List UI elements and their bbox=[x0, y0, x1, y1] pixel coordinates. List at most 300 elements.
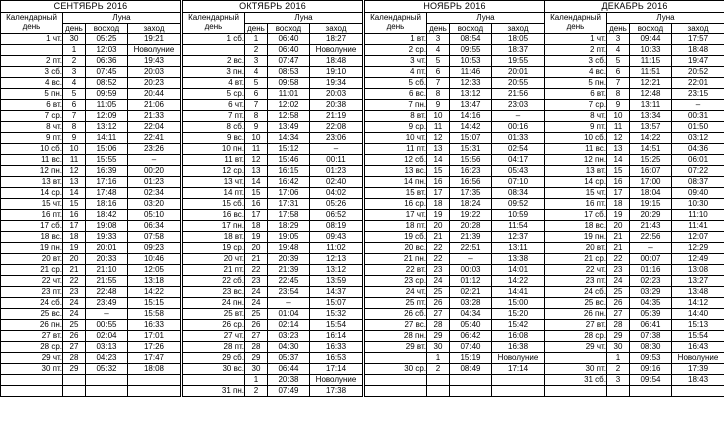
moon-day-cell: 22 bbox=[427, 243, 450, 254]
calendar-date-cell: 29 чт. bbox=[545, 342, 607, 353]
moonrise-cell: 13:57 bbox=[630, 122, 672, 133]
table-row bbox=[365, 210, 545, 221]
calendar-date-cell: 1 сб. bbox=[183, 34, 245, 45]
calendar-day-header: Календарный день bbox=[365, 13, 427, 34]
moon-day-cell: 28 bbox=[245, 342, 268, 353]
moonrise-cell bbox=[86, 386, 128, 397]
moonrise-cell: 21:43 bbox=[630, 221, 672, 232]
moon-day-cell: 18 bbox=[427, 199, 450, 210]
calendar-date-cell: 29 вт. bbox=[365, 342, 427, 353]
calendar-date-cell: 28 ср. bbox=[1, 342, 63, 353]
calendar-date-cell bbox=[365, 353, 427, 364]
moon-day-cell: 6 bbox=[427, 67, 450, 78]
moon-day-cell: 19 bbox=[63, 243, 86, 254]
moonset-cell: – bbox=[128, 155, 181, 166]
calendar-date-cell: 9 вс. bbox=[183, 133, 245, 144]
calendar-date-cell: 23 пт. bbox=[545, 276, 607, 287]
moonrise-cell: 12:48 bbox=[630, 89, 672, 100]
moonrise-header: восход bbox=[450, 23, 492, 34]
moonrise-cell: 06:44 bbox=[268, 364, 310, 375]
calendar-date-cell: 5 ср. bbox=[183, 89, 245, 100]
table-row bbox=[183, 265, 363, 276]
moonrise-cell: 06:41 bbox=[630, 320, 672, 331]
moon-day-cell: 8 bbox=[427, 89, 450, 100]
moon-day-cell: 2 bbox=[245, 45, 268, 56]
calendar-date-cell: 3 чт. bbox=[365, 56, 427, 67]
table-row bbox=[545, 133, 724, 144]
moonset-cell: 17:47 bbox=[128, 353, 181, 364]
moon-day-cell: 17 bbox=[427, 188, 450, 199]
moonset-cell: 23:15 bbox=[672, 89, 724, 100]
moonrise-cell: 05:40 bbox=[450, 320, 492, 331]
moonrise-cell: 07:47 bbox=[268, 56, 310, 67]
moonset-cell: 20:52 bbox=[672, 67, 724, 78]
calendar-date-cell: 10 чт. bbox=[365, 133, 427, 144]
moonrise-cell: 07:45 bbox=[86, 67, 128, 78]
moonrise-cell: 22:56 bbox=[630, 232, 672, 243]
moonset-cell: 20:44 bbox=[128, 89, 181, 100]
moonrise-cell: 12:58 bbox=[268, 111, 310, 122]
table-row bbox=[183, 364, 363, 375]
moonrise-cell: 04:30 bbox=[268, 342, 310, 353]
calendar-date-cell: 28 пн. bbox=[365, 331, 427, 342]
moon-day-cell: 23 bbox=[607, 265, 630, 276]
table-row bbox=[1, 177, 181, 188]
moonset-cell: 20:38 bbox=[310, 100, 363, 111]
moonset-cell: 13:12 bbox=[310, 265, 363, 276]
calendar-date-cell: 16 ср. bbox=[365, 199, 427, 210]
table-row bbox=[545, 34, 724, 45]
calendar-date-cell: 2 ср. bbox=[365, 45, 427, 56]
moon-day-cell: 17 bbox=[63, 221, 86, 232]
moon-day-cell: 24 bbox=[427, 276, 450, 287]
calendar-date-cell: 7 ср. bbox=[1, 111, 63, 122]
moon-day-cell: 26 bbox=[607, 298, 630, 309]
calendar-date-cell: 11 вс. bbox=[1, 155, 63, 166]
month-title: ОКТЯБРЬ 2016 bbox=[183, 1, 363, 13]
table-row bbox=[1, 375, 181, 386]
moonset-cell: 16:08 bbox=[492, 331, 545, 342]
moonset-cell: 13:59 bbox=[310, 276, 363, 287]
moonset-cell: 01:50 bbox=[672, 122, 724, 133]
calendar-date-cell: 25 пт. bbox=[365, 298, 427, 309]
moonset-cell: 02:34 bbox=[128, 188, 181, 199]
moonset-cell: 17:01 bbox=[128, 331, 181, 342]
moonrise-cell: 02:23 bbox=[630, 276, 672, 287]
calendar-date-cell bbox=[545, 353, 607, 364]
calendar-date-cell: 14 пн. bbox=[365, 177, 427, 188]
moon-day-cell: 4 bbox=[607, 45, 630, 56]
calendar-date-cell: 1 вт. bbox=[365, 34, 427, 45]
calendar-date-cell: 25 вт. bbox=[183, 309, 245, 320]
moonset-cell bbox=[492, 386, 545, 397]
calendar-date-cell: 8 сб. bbox=[183, 122, 245, 133]
moon-day-cell: 22 bbox=[245, 265, 268, 276]
calendar-date-cell: 21 пн. bbox=[365, 254, 427, 265]
moonset-cell: 15:58 bbox=[128, 309, 181, 320]
moonset-cell: 01:23 bbox=[128, 177, 181, 188]
moon-day-cell: 19 bbox=[427, 210, 450, 221]
calendar-date-cell: 4 вс. bbox=[545, 67, 607, 78]
moonset-header: заход bbox=[672, 23, 724, 34]
moonrise-cell: 08:49 bbox=[450, 364, 492, 375]
month-table-0 bbox=[0, 0, 180, 445]
moonrise-header: восход bbox=[630, 23, 672, 34]
calendar-date-cell: 19 сб. bbox=[365, 232, 427, 243]
moon-day-cell: 1 bbox=[427, 353, 450, 364]
calendar-date-cell: 22 чт. bbox=[545, 265, 607, 276]
calendar-date-cell: 17 пн. bbox=[183, 221, 245, 232]
table-row bbox=[365, 353, 545, 364]
moonset-cell: 19:47 bbox=[672, 56, 724, 67]
table-row bbox=[183, 89, 363, 100]
moonrise-cell: 12:21 bbox=[630, 78, 672, 89]
moonrise-cell: 14:11 bbox=[86, 133, 128, 144]
moonset-cell: 20:55 bbox=[492, 78, 545, 89]
moon-day-cell: 23 bbox=[427, 265, 450, 276]
moon-day-cell: 13 bbox=[245, 166, 268, 177]
table-row bbox=[183, 353, 363, 364]
moon-header: Луна bbox=[63, 13, 181, 24]
calendar-date-cell: 8 чт. bbox=[1, 122, 63, 133]
moonset-cell: 06:52 bbox=[310, 210, 363, 221]
moonset-cell: 16:38 bbox=[492, 342, 545, 353]
moon-day-cell: 20 bbox=[245, 243, 268, 254]
table-row bbox=[365, 155, 545, 166]
moonset-cell: 23:26 bbox=[128, 144, 181, 155]
table-row bbox=[183, 276, 363, 287]
moon-day-cell: 3 bbox=[607, 375, 630, 386]
moonset-cell: 12:13 bbox=[310, 254, 363, 265]
calendar-date-cell: 13 вт. bbox=[1, 177, 63, 188]
moon-day-cell: 25 bbox=[63, 320, 86, 331]
moonset-cell: 07:58 bbox=[128, 232, 181, 243]
moonset-cell: 09:43 bbox=[310, 232, 363, 243]
table-row bbox=[1, 144, 181, 155]
table-row bbox=[1, 78, 181, 89]
moon-day-cell: 1 bbox=[245, 375, 268, 386]
moonrise-cell: 07:49 bbox=[268, 386, 310, 397]
table-row bbox=[1, 221, 181, 232]
moonset-cell: 04:02 bbox=[310, 188, 363, 199]
table-row bbox=[365, 177, 545, 188]
moonset-cell: 17:26 bbox=[128, 342, 181, 353]
calendar-date-cell: 14 ср. bbox=[1, 188, 63, 199]
moon-day-cell: 4 bbox=[63, 78, 86, 89]
calendar-date-cell: 23 вс. bbox=[183, 287, 245, 298]
moonset-cell: 18:27 bbox=[310, 34, 363, 45]
moonrise-cell: 15:31 bbox=[450, 144, 492, 155]
moon-day-cell: 22 bbox=[607, 254, 630, 265]
moonset-cell: Новолуние bbox=[128, 45, 181, 56]
table-row bbox=[365, 67, 545, 78]
moonrise-cell: 05:25 bbox=[86, 34, 128, 45]
calendar-date-cell: 16 вс. bbox=[183, 210, 245, 221]
moon-day-cell: 10 bbox=[427, 111, 450, 122]
moonset-cell: 07:10 bbox=[492, 177, 545, 188]
calendar-date-cell bbox=[545, 386, 607, 397]
moonrise-cell: 17:31 bbox=[268, 199, 310, 210]
table-row bbox=[183, 56, 363, 67]
table-row bbox=[183, 320, 363, 331]
moonset-cell: 16:14 bbox=[310, 331, 363, 342]
moonset-cell: 21:06 bbox=[128, 100, 181, 111]
moonset-cell: 18:48 bbox=[310, 56, 363, 67]
calendar-date-cell: 3 пн. bbox=[183, 67, 245, 78]
table-row bbox=[365, 287, 545, 298]
moonrise-cell: 15:19 bbox=[450, 353, 492, 364]
moon-day-cell: 6 bbox=[245, 89, 268, 100]
calendar-date-cell bbox=[183, 45, 245, 56]
moon-day-cell: 22 bbox=[63, 276, 86, 287]
moonset-cell: 16:33 bbox=[128, 320, 181, 331]
table-row bbox=[545, 375, 724, 386]
table-row bbox=[183, 155, 363, 166]
month-table-1 bbox=[182, 0, 362, 445]
table-row bbox=[545, 177, 724, 188]
calendar-date-cell: 8 вт. bbox=[365, 111, 427, 122]
table-row bbox=[183, 67, 363, 78]
table-row bbox=[1, 331, 181, 342]
calendar-date-cell: 12 пн. bbox=[545, 155, 607, 166]
table-row bbox=[183, 122, 363, 133]
table-row bbox=[365, 133, 545, 144]
moon-day-cell: 24 bbox=[63, 309, 86, 320]
moon-day-cell: 28 bbox=[63, 353, 86, 364]
moonrise-cell: – bbox=[630, 243, 672, 254]
moon-day-cell: 27 bbox=[607, 309, 630, 320]
moon-day-cell: 3 bbox=[427, 34, 450, 45]
calendar-date-cell: 13 вт. bbox=[545, 166, 607, 177]
table-row bbox=[365, 276, 545, 287]
moon-day-cell: 27 bbox=[245, 331, 268, 342]
moonrise-cell: 18:42 bbox=[86, 210, 128, 221]
calendar-date-cell: 30 пт. bbox=[545, 364, 607, 375]
moonrise-cell: 13:34 bbox=[630, 111, 672, 122]
table-row bbox=[1, 166, 181, 177]
calendar-date-cell: 3 сб. bbox=[1, 67, 63, 78]
moonset-cell: 17:14 bbox=[310, 364, 363, 375]
calendar-date-cell: 16 пт. bbox=[1, 210, 63, 221]
table-row bbox=[365, 221, 545, 232]
moonrise-cell: 21:55 bbox=[86, 276, 128, 287]
moon-day-cell: 10 bbox=[63, 144, 86, 155]
table-row bbox=[1, 243, 181, 254]
table-row bbox=[365, 309, 545, 320]
table-row bbox=[365, 111, 545, 122]
moonrise-cell bbox=[450, 386, 492, 397]
calendar-date-cell: 26 пн. bbox=[1, 320, 63, 331]
moon-day-cell: 21 bbox=[427, 232, 450, 243]
calendar-date-cell: 7 пт. bbox=[183, 111, 245, 122]
moonset-cell: 21:33 bbox=[128, 111, 181, 122]
table-row bbox=[365, 122, 545, 133]
table-row bbox=[1, 309, 181, 320]
moonrise-cell: 09:58 bbox=[268, 78, 310, 89]
calendar-date-cell: 13 чт. bbox=[183, 177, 245, 188]
moonrise-cell: 14:51 bbox=[630, 144, 672, 155]
moonset-cell: 22:08 bbox=[310, 122, 363, 133]
moonset-cell: 17:14 bbox=[492, 364, 545, 375]
moonset-cell: 07:22 bbox=[672, 166, 724, 177]
moonrise-cell: 08:53 bbox=[268, 67, 310, 78]
moonset-cell: 14:12 bbox=[672, 298, 724, 309]
moonrise-cell: 19:22 bbox=[450, 210, 492, 221]
moonset-cell: 13:38 bbox=[492, 254, 545, 265]
moon-day-cell bbox=[63, 375, 86, 386]
moonrise-cell: 11:51 bbox=[630, 67, 672, 78]
moonset-cell: 19:10 bbox=[310, 67, 363, 78]
moonrise-cell: 06:40 bbox=[268, 34, 310, 45]
moon-day-cell: 9 bbox=[607, 100, 630, 111]
table-row bbox=[545, 276, 724, 287]
moonrise-cell: 00:03 bbox=[450, 265, 492, 276]
moonrise-cell: 20:01 bbox=[86, 243, 128, 254]
table-row bbox=[1, 155, 181, 166]
table-row bbox=[545, 254, 724, 265]
moonset-cell: Новолуние bbox=[310, 45, 363, 56]
moon-day-cell: 24 bbox=[63, 298, 86, 309]
table-row bbox=[183, 199, 363, 210]
calendar-date-cell: 2 пт. bbox=[1, 56, 63, 67]
moonrise-cell: 03:28 bbox=[450, 298, 492, 309]
calendar-date-cell: 17 сб. bbox=[545, 210, 607, 221]
calendar-date-cell: 5 пн. bbox=[1, 89, 63, 100]
calendar-date-cell: 18 вт. bbox=[183, 232, 245, 243]
calendar-date-cell: 11 вс. bbox=[545, 144, 607, 155]
calendar-date-cell bbox=[183, 375, 245, 386]
moon-day-cell: 21 bbox=[245, 254, 268, 265]
table-row bbox=[1, 199, 181, 210]
moon-day-cell: 21 bbox=[607, 243, 630, 254]
table-row bbox=[183, 221, 363, 232]
moonrise-cell: 13:12 bbox=[86, 122, 128, 133]
moon-day-cell: 29 bbox=[63, 364, 86, 375]
moonrise-cell: 13:11 bbox=[630, 100, 672, 111]
calendar-date-cell: 2 вс. bbox=[183, 56, 245, 67]
moon-day-cell: 18 bbox=[63, 232, 86, 243]
moonset-cell bbox=[128, 375, 181, 386]
calendar-date-cell: 6 вт. bbox=[1, 100, 63, 111]
moonset-cell: 10:59 bbox=[492, 210, 545, 221]
moonset-cell: – bbox=[492, 111, 545, 122]
moonrise-cell: 23:54 bbox=[268, 287, 310, 298]
moon-day-cell: 23 bbox=[245, 276, 268, 287]
moonrise-cell: 14:22 bbox=[630, 133, 672, 144]
moonset-cell: 15:32 bbox=[310, 309, 363, 320]
table-row bbox=[183, 287, 363, 298]
table-row bbox=[183, 298, 363, 309]
calendar-date-cell: 27 вт. bbox=[545, 320, 607, 331]
table-row bbox=[545, 320, 724, 331]
table-row bbox=[1, 298, 181, 309]
table-row bbox=[545, 210, 724, 221]
moonset-cell bbox=[672, 386, 724, 397]
table-row bbox=[545, 298, 724, 309]
table-row bbox=[545, 265, 724, 276]
moonrise-cell: 18:04 bbox=[630, 188, 672, 199]
moonset-cell: 20:01 bbox=[492, 67, 545, 78]
calendar-date-cell: 26 ср. bbox=[183, 320, 245, 331]
moonrise-header: восход bbox=[86, 23, 128, 34]
calendar-date-cell: 22 чт. bbox=[1, 276, 63, 287]
table-row bbox=[1, 133, 181, 144]
moonrise-cell: 20:28 bbox=[450, 221, 492, 232]
moonset-cell: 15:20 bbox=[492, 309, 545, 320]
calendar-date-cell bbox=[365, 375, 427, 386]
moonset-cell: 11:54 bbox=[492, 221, 545, 232]
calendar-date-cell: 14 пт. bbox=[183, 188, 245, 199]
moon-day-cell: 30 bbox=[607, 342, 630, 353]
moon-day-cell: 18 bbox=[607, 199, 630, 210]
table-row bbox=[545, 309, 724, 320]
moon-day-cell: 30 bbox=[427, 342, 450, 353]
calendar-date-cell: 12 пн. bbox=[1, 166, 63, 177]
calendar-date-cell: 19 ср. bbox=[183, 243, 245, 254]
moon-day-cell: 12 bbox=[245, 155, 268, 166]
moon-day-cell: 21 bbox=[63, 265, 86, 276]
moon-day-cell: 11 bbox=[607, 122, 630, 133]
moon-day-cell: 20 bbox=[607, 221, 630, 232]
table-row bbox=[183, 111, 363, 122]
moonset-cell: 21:56 bbox=[492, 89, 545, 100]
moonset-cell: 03:20 bbox=[128, 199, 181, 210]
moon-day-header: день bbox=[63, 23, 86, 34]
table-row bbox=[365, 144, 545, 155]
moonset-cell: 08:19 bbox=[310, 221, 363, 232]
moonset-cell: 05:26 bbox=[310, 199, 363, 210]
table-row bbox=[183, 243, 363, 254]
table-row bbox=[365, 364, 545, 375]
moonrise-cell bbox=[450, 375, 492, 386]
moon-day-cell: 15 bbox=[607, 166, 630, 177]
moonset-cell: 20:03 bbox=[128, 67, 181, 78]
moonset-cell: 04:36 bbox=[672, 144, 724, 155]
moon-day-cell: 10 bbox=[607, 111, 630, 122]
calendar-date-cell: 10 сб. bbox=[1, 144, 63, 155]
moonrise-cell: 15:07 bbox=[450, 133, 492, 144]
moon-day-cell: 19 bbox=[607, 210, 630, 221]
moonrise-cell: 15:06 bbox=[86, 144, 128, 155]
moonrise-cell: 09:59 bbox=[86, 89, 128, 100]
moonrise-cell: 14:34 bbox=[268, 133, 310, 144]
calendar-date-cell: 22 вт. bbox=[365, 265, 427, 276]
table-row bbox=[365, 56, 545, 67]
moonset-cell: 22:41 bbox=[128, 133, 181, 144]
calendar-date-cell bbox=[365, 386, 427, 397]
calendar-day-header: Календарный день bbox=[183, 13, 245, 34]
moonrise-cell: 10:33 bbox=[630, 45, 672, 56]
moonset-cell: 00:16 bbox=[492, 122, 545, 133]
moon-day-cell: 2 bbox=[427, 364, 450, 375]
moon-day-cell: 7 bbox=[427, 78, 450, 89]
moon-day-cell: 29 bbox=[245, 353, 268, 364]
moonrise-cell: – bbox=[450, 254, 492, 265]
moonrise-cell: 05:39 bbox=[630, 309, 672, 320]
table-row bbox=[1, 188, 181, 199]
table-row bbox=[365, 78, 545, 89]
calendar-date-cell: 14 ср. bbox=[545, 177, 607, 188]
table-row bbox=[183, 100, 363, 111]
moon-day-cell: 5 bbox=[63, 89, 86, 100]
calendar-date-cell: 30 вс. bbox=[183, 364, 245, 375]
moonrise-cell: 21:10 bbox=[86, 265, 128, 276]
moonset-cell: 13:11 bbox=[492, 243, 545, 254]
table-row bbox=[545, 199, 724, 210]
moon-day-cell: 11 bbox=[427, 122, 450, 133]
moonrise-header: восход bbox=[268, 23, 310, 34]
moon-day-cell: 14 bbox=[607, 155, 630, 166]
